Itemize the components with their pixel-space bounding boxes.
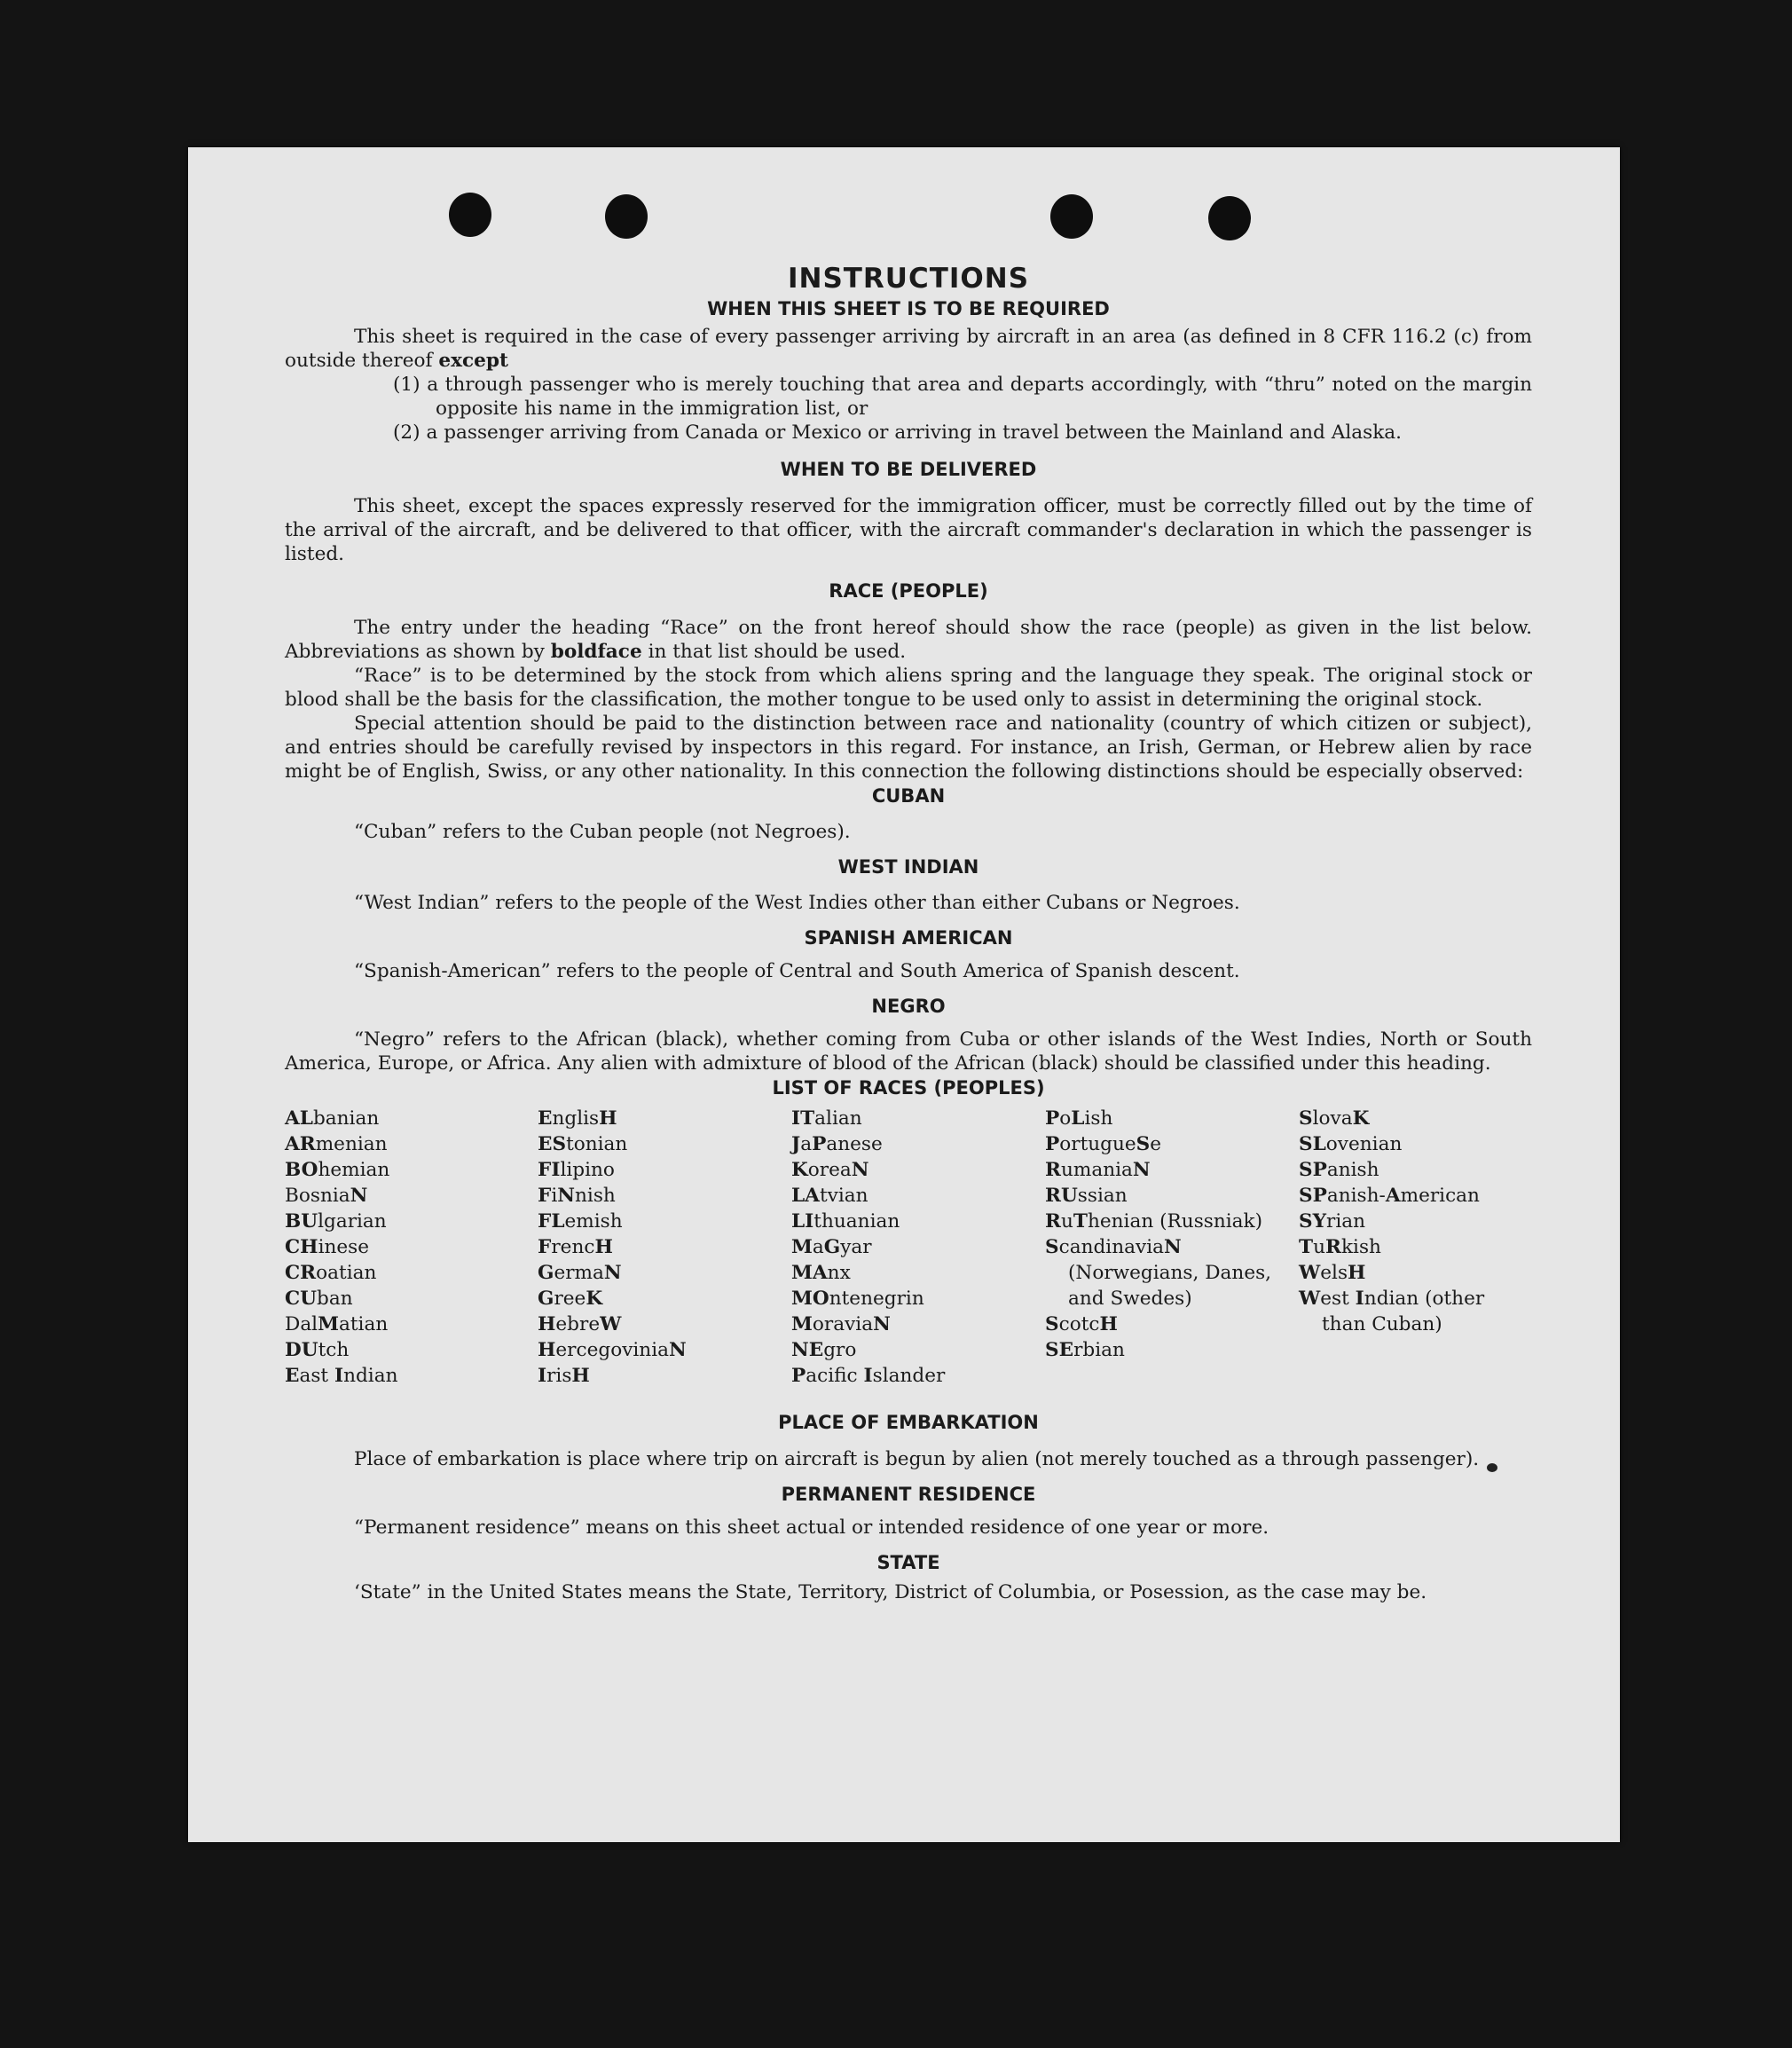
race-name-part: atian (339, 1313, 389, 1335)
race-name-part: ban (317, 1288, 353, 1310)
race-name-part: rian (1326, 1210, 1366, 1233)
punch-hole (449, 193, 491, 237)
race-name-part: inese (318, 1236, 370, 1258)
race-abbreviation: SL (1299, 1133, 1326, 1155)
race-entry (1299, 1106, 1532, 1131)
race-abbreviation: W (1299, 1262, 1321, 1284)
race-name-part: yar (840, 1236, 872, 1258)
race-name-part: u (1313, 1236, 1325, 1258)
race-entry (538, 1260, 791, 1286)
race-paragraph-3: Special attention should be paid to the distinction between race and nationality (country of which citizen or subject), and entries should be carefully revised by inspectors in this regard. For instance, an Irish, German, or Hebrew alien by race might be of English, Swiss, or any other nationality. In this connection the following distinctions should be especially observed: (285, 713, 1532, 783)
race-abbreviation: LA (791, 1185, 820, 1207)
race-abbreviation: K (586, 1288, 603, 1310)
race-entry (285, 1234, 538, 1260)
race-name-part: acific (806, 1365, 864, 1387)
race-entry (1045, 1131, 1299, 1157)
race-entry (538, 1183, 791, 1209)
race-abbreviation: I (538, 1365, 547, 1387)
race-name-part: (Norwegians, Danes, and Swedes) (1068, 1262, 1272, 1310)
race-entry (791, 1131, 1045, 1157)
race-abbreviation: H (538, 1339, 556, 1361)
race-name-part: lova (1312, 1107, 1353, 1130)
race-abbreviation: MO (791, 1288, 829, 1310)
race-abbreviation: E (285, 1365, 300, 1387)
race-entry (1299, 1286, 1532, 1337)
race-entry (791, 1183, 1045, 1209)
race-name-part: est (1320, 1288, 1356, 1310)
race-abbreviation: L (1071, 1107, 1085, 1130)
race-abbreviation: E (538, 1107, 553, 1130)
race-abbreviation: FL (538, 1210, 565, 1233)
race-abbreviation: N (603, 1262, 622, 1284)
race-name-part: ortugue (1059, 1133, 1136, 1155)
race-name-part: i (551, 1185, 558, 1207)
race-abbreviation: G (538, 1288, 554, 1310)
race-abbreviation: H (1348, 1262, 1366, 1284)
race-entry (1045, 1337, 1299, 1363)
race-entry (285, 1260, 538, 1286)
embarkation-heading: PLACE OF EMBARKATION (778, 1412, 1039, 1433)
spanish-american-heading: SPANISH AMERICAN (804, 927, 1013, 949)
race-entry (791, 1209, 1045, 1234)
race-name-part: o (1059, 1107, 1072, 1130)
race-name-part: ndian (343, 1365, 398, 1387)
race-entry (538, 1131, 791, 1157)
race-entry (538, 1106, 791, 1131)
cuban-heading: CUBAN (871, 785, 946, 807)
race-abbreviation: A (1385, 1185, 1401, 1207)
race-name-part: tch (318, 1339, 350, 1361)
race-name-part: ssian (1077, 1185, 1128, 1207)
race-abbreviation: BO (285, 1159, 318, 1181)
race-entry (285, 1363, 538, 1389)
race-abbreviation: T (1299, 1236, 1314, 1258)
race-abbreviation: I (1355, 1288, 1364, 1310)
race-name-part: rbian (1073, 1339, 1125, 1361)
race-abbreviation: N (350, 1185, 368, 1207)
race-abbreviation: AR (285, 1133, 316, 1155)
race-abbreviation: N (873, 1313, 891, 1335)
cuban-text: “Cuban” refers to the Cuban people (not Negroes). (354, 821, 851, 843)
race-abbreviation: SY (1299, 1210, 1327, 1233)
race-name-part: orea (807, 1159, 852, 1181)
race-entry (285, 1312, 538, 1337)
race-abbreviation: S (1045, 1313, 1059, 1335)
race-entry (285, 1286, 538, 1312)
race-abbreviation: J (791, 1133, 801, 1155)
race-abbreviation: MA (791, 1262, 828, 1284)
race-abbreviation: F (538, 1185, 552, 1207)
race-abbreviation: G (538, 1262, 554, 1284)
race-name-part: merican (1400, 1185, 1480, 1207)
race-name-part: ndian (other than Cuban) (1322, 1288, 1485, 1335)
race-entry (1299, 1157, 1532, 1183)
race-abbreviation: K (1352, 1107, 1370, 1130)
race-abbreviation: H (538, 1313, 556, 1335)
race-name-part: a (812, 1236, 824, 1258)
race-abbreviation: N (557, 1185, 575, 1207)
race-name-part: umania (1060, 1159, 1133, 1181)
race-abbreviation: FI (538, 1159, 561, 1181)
punch-hole (1050, 194, 1093, 239)
punch-hole (605, 194, 648, 239)
race-entry (791, 1286, 1045, 1312)
when-required-heading: WHEN THIS SHEET IS TO BE REQUIRED (707, 298, 1110, 319)
state-heading: STATE (876, 1552, 940, 1573)
race-abbreviation: LI (791, 1210, 814, 1233)
race-entry (538, 1157, 791, 1183)
race-entry (791, 1312, 1045, 1337)
race-abbreviation: S (1299, 1107, 1313, 1130)
when-required-text-a: This sheet is required in the case of every passenger arriving by aircraft in an area (as defined in 8 CFR 116.2 (c) from outside thereof (285, 326, 1532, 372)
race-abbreviation: RU (1045, 1185, 1078, 1207)
negro-text: “Negro” refers to the African (black), whether coming from Cuba or other islands of the West Indies, North or South America, Europe, or Africa. Any alien with admixture of blood of the African (black) should be classified under this heading. (285, 1028, 1532, 1075)
race-name-part: thuanian (813, 1210, 900, 1233)
race-entry (1045, 1157, 1299, 1183)
race-name-part: u (1060, 1210, 1073, 1233)
race-abbreviation: SE (1045, 1339, 1074, 1361)
race-column-4 (1045, 1106, 1299, 1389)
race-entry (791, 1363, 1045, 1389)
race-name-part: lipino (560, 1159, 615, 1181)
race-name-part: ish (1084, 1107, 1113, 1130)
race-name-part: Dal (285, 1313, 318, 1335)
race-list (285, 1106, 1532, 1389)
race-name-part: ebre (555, 1313, 601, 1335)
race-entry (1299, 1183, 1532, 1209)
race-abbreviation: P (1045, 1107, 1060, 1130)
state-text: ‘State” in the United States means the State, Territory, District of Columbia, or Posession, as the case may be. (354, 1581, 1427, 1603)
race-name-part: ntenegrin (829, 1288, 924, 1310)
race-abbreviation: R (1045, 1159, 1061, 1181)
race-name-part: a (800, 1133, 813, 1155)
race-abbreviation: S (1045, 1236, 1059, 1258)
spanish-american-text: “Spanish-American” refers to the people of Central and South America of Spanish descent. (354, 960, 1240, 982)
race-entry (538, 1363, 791, 1389)
race-abbreviation: IT (791, 1107, 815, 1130)
race-name-part: els (1320, 1262, 1348, 1284)
race-abbreviation: R (1045, 1210, 1061, 1233)
race-abbreviation: N (669, 1339, 687, 1361)
page-title: INSTRUCTIONS (787, 263, 1030, 295)
race-entry (791, 1337, 1045, 1363)
embarkation-text: Place of embarkation is place where trip on aircraft is begun by alien (not merely touched as a through passenger). (354, 1448, 1480, 1470)
race-name-part: emish (564, 1210, 623, 1233)
race-entry (285, 1183, 538, 1209)
race-entry (1299, 1209, 1532, 1234)
race-entry (538, 1337, 791, 1363)
race-paragraph-2: “Race” is to be determined by the stock from which aliens spring and the language they speak. The original stock or blood shall be the basis for the classification, the mother tongue to be used only to assist in determining the original stock. (285, 665, 1532, 711)
race-abbreviation: K (791, 1159, 808, 1181)
race-entry (538, 1286, 791, 1312)
race-abbreviation: BU (285, 1210, 318, 1233)
instructions-content (285, 261, 1532, 1604)
instruction-sheet (188, 147, 1620, 1842)
race-name-part: e (1150, 1133, 1162, 1155)
west-indian-text: “West Indian” refers to the people of the West Indies other than either Cubans or Negroes. (354, 892, 1240, 914)
race-name-part: nx (827, 1262, 851, 1284)
race-entry (285, 1157, 538, 1183)
race-name-part: ris (546, 1365, 572, 1387)
race-name-part: cotc (1058, 1313, 1100, 1335)
race-abbreviation: H (1099, 1313, 1118, 1335)
race-entry (1299, 1131, 1532, 1157)
race-entry (285, 1337, 538, 1363)
race-name-part: oravia (812, 1313, 874, 1335)
residence-text: “Permanent residence” means on this sheet actual or intended residence of one year or more. (354, 1516, 1269, 1539)
exception-item-2: (2) a passenger arriving from Canada or Mexico or arriving in travel between the Mainland and Alaska. (393, 421, 1403, 444)
race-column-1 (285, 1106, 538, 1389)
race-name-part: Bosnia (285, 1185, 350, 1207)
race-name-part: kish (1340, 1236, 1381, 1258)
race-heading: RACE (PEOPLE) (829, 580, 988, 602)
race-abbreviation: H (571, 1365, 590, 1387)
race-name-part: anese (826, 1133, 883, 1155)
race-name-part: gro (823, 1339, 857, 1361)
exception-item-1: (1) a through passenger who is merely touching that area and departs accordingly, with “thru” noted on the margin opposite his name in the immigration list, or (393, 374, 1532, 420)
race-abbreviation: N (851, 1159, 869, 1181)
race-abbreviation: NE (791, 1339, 824, 1361)
race-name-part: henian (Russniak) (1087, 1210, 1263, 1233)
race-entry (1299, 1234, 1532, 1260)
race-abbreviation: G (823, 1236, 841, 1258)
race-abbreviation: DU (285, 1339, 318, 1361)
race-name-part: tonian (566, 1133, 628, 1155)
except-word: except (438, 350, 508, 372)
race-name-part: anish- (1326, 1185, 1386, 1207)
race-entry (1045, 1106, 1299, 1131)
race-entry (791, 1260, 1045, 1286)
race-abbreviation: M (791, 1313, 813, 1335)
race-entry (791, 1234, 1045, 1260)
race-name-part: alian (814, 1107, 862, 1130)
race-name-part: renc (551, 1236, 595, 1258)
race-abbreviation: M (318, 1313, 339, 1335)
race-entry (538, 1312, 791, 1337)
race-name-part: ast (299, 1365, 334, 1387)
race-abbreviation: SP (1299, 1185, 1327, 1207)
race-entry (285, 1106, 538, 1131)
residence-heading: PERMANENT RESIDENCE (781, 1484, 1036, 1505)
race-abbreviation: P (791, 1365, 806, 1387)
race-abbreviation: CR (285, 1262, 317, 1284)
race-name-part: candinavia (1058, 1236, 1164, 1258)
race-name-part: lgarian (318, 1210, 387, 1233)
delivered-heading: WHEN TO BE DELIVERED (780, 459, 1037, 480)
when-required-text (285, 325, 1532, 373)
race-paragraph-1 (285, 616, 1532, 664)
race-p1-c: in that list should be used. (641, 641, 907, 663)
race-p1-a: The entry under the heading “Race” on the front hereof should show the race (people) as given in the list below. Abbreviations as shown by (285, 617, 1532, 663)
delivered-text: This sheet, except the spaces expressly reserved for the immigration officer, must be correctly filled out by the time of the arrival of the aircraft, and be delivered to that officer, with the aircraft commander's declaration in which the passenger is listed. (285, 495, 1532, 565)
race-name-part: banian (312, 1107, 380, 1130)
race-abbreviation: CU (285, 1288, 318, 1310)
race-name-part: erma (554, 1262, 604, 1284)
race-abbreviation: F (538, 1236, 552, 1258)
race-name-part: ovenian (1325, 1133, 1403, 1155)
race-name-part: anish (1326, 1159, 1379, 1181)
race-column-3 (791, 1106, 1045, 1389)
race-entry (1045, 1312, 1299, 1337)
race-abbreviation: AL (285, 1107, 313, 1130)
race-abbreviation: H (599, 1107, 617, 1130)
race-abbreviation: R (1325, 1236, 1341, 1258)
race-abbreviation: P (1045, 1133, 1060, 1155)
boldface-word: boldface (550, 641, 642, 663)
punch-hole (1208, 196, 1251, 240)
race-name-part: oatian (316, 1262, 377, 1284)
race-entry (791, 1157, 1045, 1183)
list-of-races-heading: LIST OF RACES (PEOPLES) (772, 1077, 1045, 1099)
race-abbreviation: SP (1299, 1159, 1327, 1181)
race-abbreviation: I (334, 1365, 344, 1387)
race-column-2 (538, 1106, 791, 1389)
race-entry (538, 1234, 791, 1260)
race-entry (791, 1106, 1045, 1131)
race-entry (285, 1209, 538, 1234)
race-name-part: ercegovinia (555, 1339, 669, 1361)
race-column-5 (1299, 1106, 1532, 1389)
race-entry (285, 1131, 538, 1157)
race-abbreviation: S (1136, 1133, 1151, 1155)
race-abbreviation: H (594, 1236, 613, 1258)
race-entry (538, 1209, 791, 1234)
race-name-part: nish (575, 1185, 616, 1207)
race-abbreviation: ES (538, 1133, 567, 1155)
race-name-part: menian (315, 1133, 388, 1155)
race-abbreviation: I (863, 1365, 873, 1387)
negro-heading: NEGRO (871, 996, 946, 1017)
race-entry (1045, 1183, 1299, 1209)
race-entry (1045, 1234, 1299, 1312)
race-name-part: hemian (318, 1159, 390, 1181)
race-name-part: slander (872, 1365, 946, 1387)
race-abbreviation: CH (285, 1236, 318, 1258)
race-name-part: tvian (819, 1185, 868, 1207)
race-abbreviation: P (812, 1133, 827, 1155)
race-abbreviation: T (1073, 1210, 1088, 1233)
race-abbreviation: M (791, 1236, 813, 1258)
race-abbreviation: W (1299, 1288, 1321, 1310)
race-abbreviation: W (600, 1313, 622, 1335)
west-indian-heading: WEST INDIAN (837, 856, 979, 878)
race-name-part: ree (554, 1288, 586, 1310)
race-abbreviation: N (1163, 1236, 1182, 1258)
race-entry (1299, 1260, 1532, 1286)
race-entry (1045, 1209, 1299, 1234)
race-abbreviation: N (1132, 1159, 1151, 1181)
race-name-part: nglis (552, 1107, 600, 1130)
